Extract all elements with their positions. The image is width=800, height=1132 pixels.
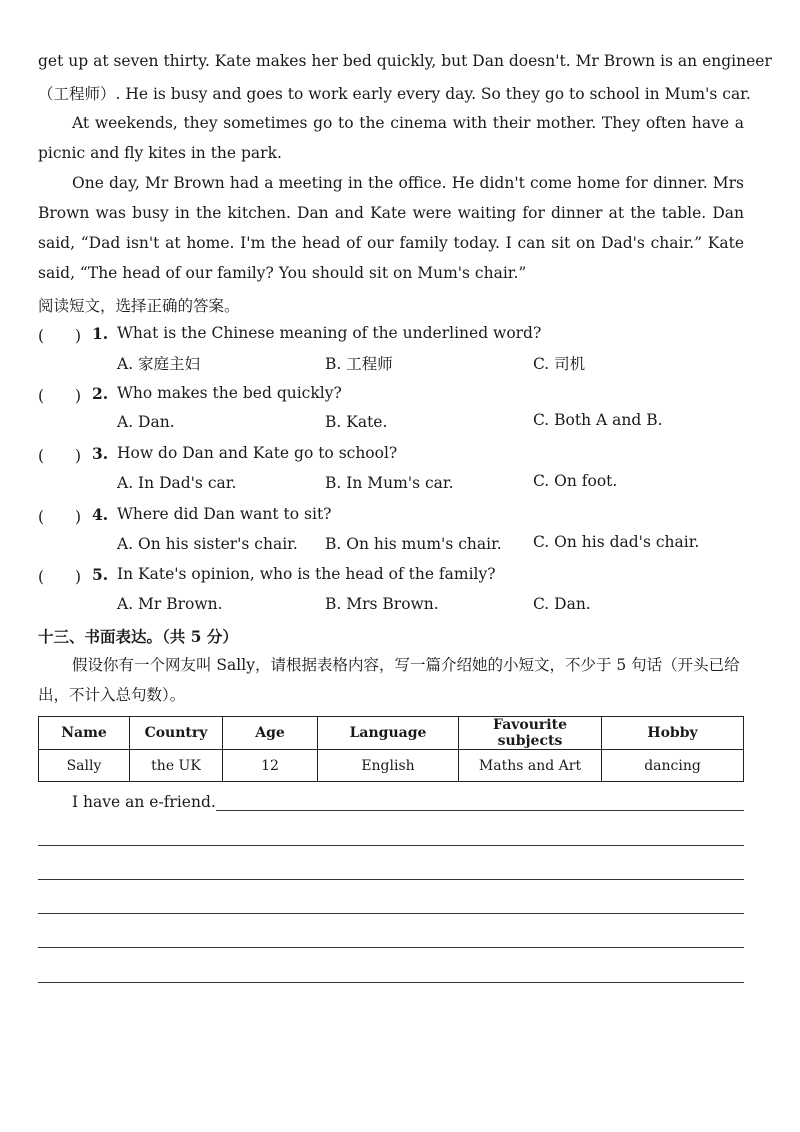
header-country: Country — [130, 717, 223, 750]
option-c: C. On foot. — [533, 472, 618, 490]
question-number: 5. — [92, 565, 109, 584]
option-c: C. Dan. — [533, 595, 591, 613]
cell-age: 12 — [223, 750, 318, 782]
answer-blank[interactable]: ( ) — [38, 568, 82, 586]
question-text: How do Dan and Kate go to school? — [117, 444, 398, 462]
passage-paragraph-2: At weekends, they sometimes go to the cinema with their mother. They often have a picnic and fly kites in the park. — [38, 114, 744, 162]
writing-task: 假设你有一个网友叫 Sally，请根据表格内容，写一篇介绍她的小短文，不少于 5 句话（开头已给出，不计入总句数）。 — [38, 656, 740, 704]
writing-line-3[interactable] — [38, 879, 744, 880]
passage-paragraph-3: One day, Mr Brown had a meeting in the office. He didn't come home for dinner. Mrs Brown was busy in the kitchen. Dan and Kate were waiting for dinner at the table. Dan said, “Dad isn't at home. I'm the head of our family today. I can sit on Dad's chair.” Kate said, “The head of our family? You should sit on Mum's chair.” — [38, 174, 744, 282]
option-b: B. Kate. — [325, 413, 388, 431]
header-age: Age — [223, 717, 318, 750]
reading-instruction: 阅读短文，选择正确的答案。 — [38, 297, 240, 315]
question-number: 4. — [92, 505, 109, 524]
answer-blank[interactable]: ( ) — [38, 508, 82, 526]
question-number: 1. — [92, 324, 109, 343]
question-text: Where did Dan want to sit? — [117, 505, 332, 523]
header-hobby: Hobby — [602, 717, 744, 750]
option-c: C. On his dad's chair. — [533, 533, 700, 551]
option-a: A. Mr Brown. — [117, 595, 223, 613]
option-b: B. On his mum's chair. — [325, 535, 502, 553]
cell-language: English — [318, 750, 459, 782]
answer-blank[interactable]: ( ) — [38, 447, 82, 465]
cell-favourite-subjects: Maths and Art — [459, 750, 602, 782]
header-language: Language — [318, 717, 459, 750]
option-c: C. Both A and B. — [533, 411, 663, 429]
table-header-row — [39, 717, 744, 750]
writing-starter: I have an e-friend. — [72, 793, 216, 811]
option-c: C. 司机 — [533, 355, 586, 373]
answer-blank[interactable]: ( ) — [38, 327, 82, 345]
option-b: B. 工程师 — [325, 355, 393, 373]
option-b: B. Mrs Brown. — [325, 595, 439, 613]
writing-line-6[interactable] — [38, 982, 744, 983]
question-text: In Kate's opinion, who is the head of the family? — [117, 565, 496, 583]
info-table — [38, 716, 744, 782]
passage-line-1: get up at seven thirty. Kate makes her bed quickly, but Dan doesn't. Mr Brown is an engineer — [38, 52, 772, 70]
question-text: Who makes the bed quickly? — [117, 384, 342, 402]
cell-name: Sally — [39, 750, 130, 782]
passage-line-2: （工程师）. He is busy and goes to work early every day. So they go to school in Mum's car. — [38, 85, 751, 103]
option-a: A. Dan. — [117, 413, 175, 431]
writing-section-heading: 十三、书面表达。（共 5 分） — [38, 627, 238, 646]
header-name: Name — [39, 717, 130, 750]
option-a: A. On his sister's chair. — [117, 535, 298, 553]
writing-line-5[interactable] — [38, 947, 744, 948]
option-a: A. 家庭主妇 — [117, 355, 201, 373]
writing-line-4[interactable] — [38, 913, 744, 914]
question-number: 3. — [92, 444, 109, 463]
table-row — [39, 750, 744, 782]
cell-hobby: dancing — [602, 750, 744, 782]
answer-blank[interactable]: ( ) — [38, 387, 82, 405]
header-favourite-subjects: Favourite subjects — [459, 717, 602, 750]
cell-country: the UK — [130, 750, 223, 782]
question-number: 2. — [92, 384, 109, 403]
question-text: What is the Chinese meaning of the underlined word? — [117, 324, 542, 342]
writing-line-1[interactable] — [216, 810, 744, 811]
option-b: B. In Mum's car. — [325, 474, 454, 492]
option-a: A. In Dad's car. — [117, 474, 237, 492]
writing-line-2[interactable] — [38, 845, 744, 846]
